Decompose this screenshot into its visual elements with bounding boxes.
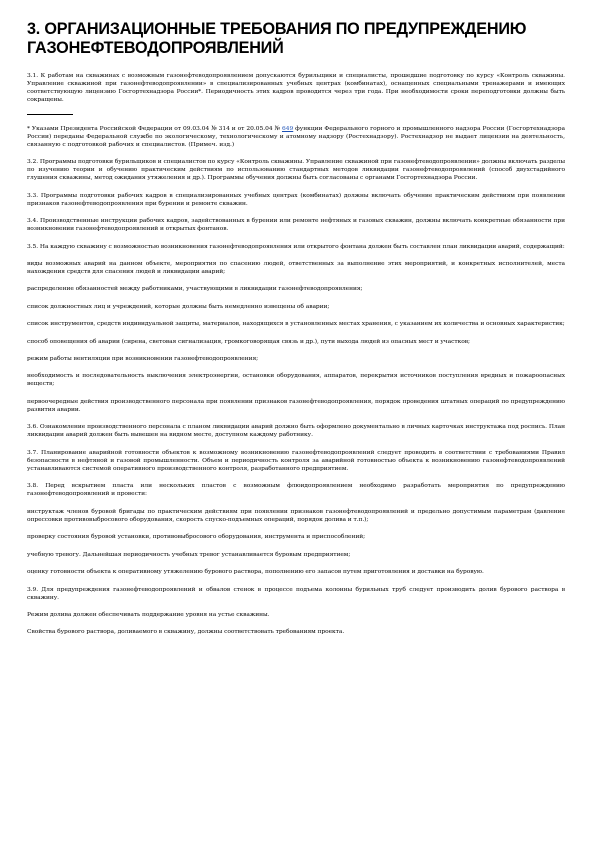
list-item: необходимость и последовательность выключения электроэнергии, остановки оборудования, аппаратов, перекрытия источников поступления вредных и пожароопасных веществ; bbox=[27, 373, 565, 388]
paragraph-3-1: 3.1. К работам на скважинах с возможным газонефтеводопроявлением допускаются бурильщики и специалисты, прошедшие подготовку по курсу «Контроль скважины. Управление скважиной при газонефтеводопроявлении» в специализированных учебных центрах (комбинатах), оснащенных специальными тренажерами и имеющих соответствующую лицензию Госгортехнадзора России*. Периодичность этих кадров проводится через три года. При необходимости сроки переподготовки должны быть сокращены. bbox=[27, 73, 565, 104]
list-item: инструктаж членов буровой бригады по практическим действиям при появлении признаков газонефтеводопроявлений и предельно допустимым параметрам (давление опрессовки противовыбросового оборудования, скорость спуско-подъемных операций, порядок долива и т.п.); bbox=[27, 508, 565, 523]
list-item: список должностных лиц и учреждений, которые должны быть немедленно извещены об аварии; bbox=[27, 303, 330, 310]
list-item: список инструментов, средств индивидуальной защиты, материалов, находящихся в установленных местах хранения, с указанием их количества и основных характеристик; bbox=[27, 321, 565, 328]
paragraph-3-4: 3.4. Производственные инструкции рабочих кадров, задействованных в бурении или ремонте нефтяных и газовых скважин, должны включать конкретные обязанности при возникновении газонефтеводопроявлений и открытых фонтанов. bbox=[27, 218, 565, 233]
paragraph-3-2: 3.2. Программы подготовки бурильщиков и специалистов по курсу «Контроль скважины. Управление скважиной при газонефтеводопроявлении» должны включать разделы по изучению теории и обучению практическим действиям по использованию стандартных методов ликвидации газонефтеводопроявлений (способ двухстадийного глушения скважины, метод ожидания утяжеления и др.). Программы обучения должны быть согласованы с органами Госгортехнадзора России. bbox=[27, 158, 565, 182]
footnote-text-end: функции Федерального горного и промышленного надзора России (Госгортехнадзора России) переданы Федеральной службе по экологическому, технологическому и атомному надзору (Ростехнадзору). Ростехнадзор не выдает лицензии на деятельность, связанную с подготовкой рабочих и специалистов. (Примеч. изд.) bbox=[27, 125, 565, 148]
paragraph-3-9: 3.9. Для предупреждения газонефтеводопроявлений и обвалов стенок в процессе подъема колонны бурильных труб следует производить долив бурового раствора в скважину. bbox=[27, 586, 565, 601]
paragraph-3-8: 3.8. Перед вскрытием пласта или нескольких пластов с возможным флюидопроявлением необходимо разработать мероприятия по предупреждению газонефтеводопроявлений и провести: bbox=[27, 483, 565, 498]
paragraph-3-9-fluid-properties: Свойства бурового раствора, доливаемого в скважину, должны соответствовать требованиям проекта. bbox=[27, 629, 345, 636]
list-item: учебную тревогу. Дальнейшая периодичность учебных тревог устанавливается буровым предприятием; bbox=[27, 551, 351, 558]
list-item: режим работы вентиляции при возникновении газонефтеводопроявления; bbox=[27, 355, 259, 362]
page-title: 3. ОРГАНИЗАЦИОННЫЕ ТРЕБОВАНИЯ ПО ПРЕДУПРЕЖДЕНИЮ ГАЗОНЕФТЕВОДОПРОЯВЛЕНИЙ bbox=[27, 20, 527, 57]
paragraph-3-6: 3.6. Ознакомление производственного персонала с планом ликвидации аварий должно быть оформлено документально в личных карточках инструктажа под роспись. План ликвидации аварий должен быть вывешен на видном месте, доступном каждому работнику. bbox=[27, 424, 565, 439]
footnote-text-start: * Указами Президента Российской Федерации от 09.03.04 № 314 и от 20.05.04 № bbox=[27, 125, 282, 132]
footnote-link[interactable]: 649 bbox=[281, 125, 294, 132]
footnote bbox=[27, 125, 565, 149]
paragraph-3-5: 3.5. На каждую скважину с возможностью возникновения газонефтеводопроявления или открытого фонтана должен быть составлен план ликвидации аварий, содержащий: bbox=[27, 243, 565, 250]
list-item: способ оповещения об аварии (сирена, световая сигнализация, громкоговорящая связь и др.), пути выхода людей из опасных мест и участков; bbox=[27, 338, 470, 345]
list-item: первоочередные действия производственного персонала при появлении признаков газонефтеводопроявления, порядок проведения штатных операций по предупреждению развития аварии. bbox=[27, 398, 565, 413]
footnote-divider bbox=[27, 114, 73, 115]
list-item: распределение обязанностей между работниками, участвующими в ликвидации газонефтеводопроявления; bbox=[27, 286, 363, 293]
paragraph-3-3: 3.3. Программы подготовки рабочих кадров в специализированных учебных центрах (комбинатах) должны включать обучение практическим действиям при появлении признаков газонефтеводопроявления при бурении и ремонте скважин. bbox=[27, 192, 565, 207]
list-item: проверку состояния буровой установки, противовыбросового оборудования, инструмента и приспособлений; bbox=[27, 534, 366, 541]
paragraph-3-7: 3.7. Планирование аварийной готовности объектов к возможному возникновению газонефтеводопроявлений следует проводить в соответствии с требованиями Правил безопасности в нефтяной и газовой промышленности. Объем и периодичность контроля за аварийной готовностью объекта к возникновению газонефтеводопроявлений устанавливаются системой оперативного производственного контроля, разработанного предприятием. bbox=[27, 449, 565, 472]
list-item: виды возможных аварий на данном объекте, мероприятия по спасению людей, ответственных за выполнение этих мероприятий, и конкретных исполнителей, места нахождения средств для спасения людей и ликвидации аварий; bbox=[27, 260, 565, 275]
paragraph-3-9-refill-mode: Режим долива должен обеспечивать поддержание уровня на устье скважины. bbox=[27, 611, 270, 618]
list-item: оценку готовности объекта к оперативному утяжелению бурового раствора, пополнению его запасов путем приготовления и доставки на буровую. bbox=[27, 569, 484, 576]
